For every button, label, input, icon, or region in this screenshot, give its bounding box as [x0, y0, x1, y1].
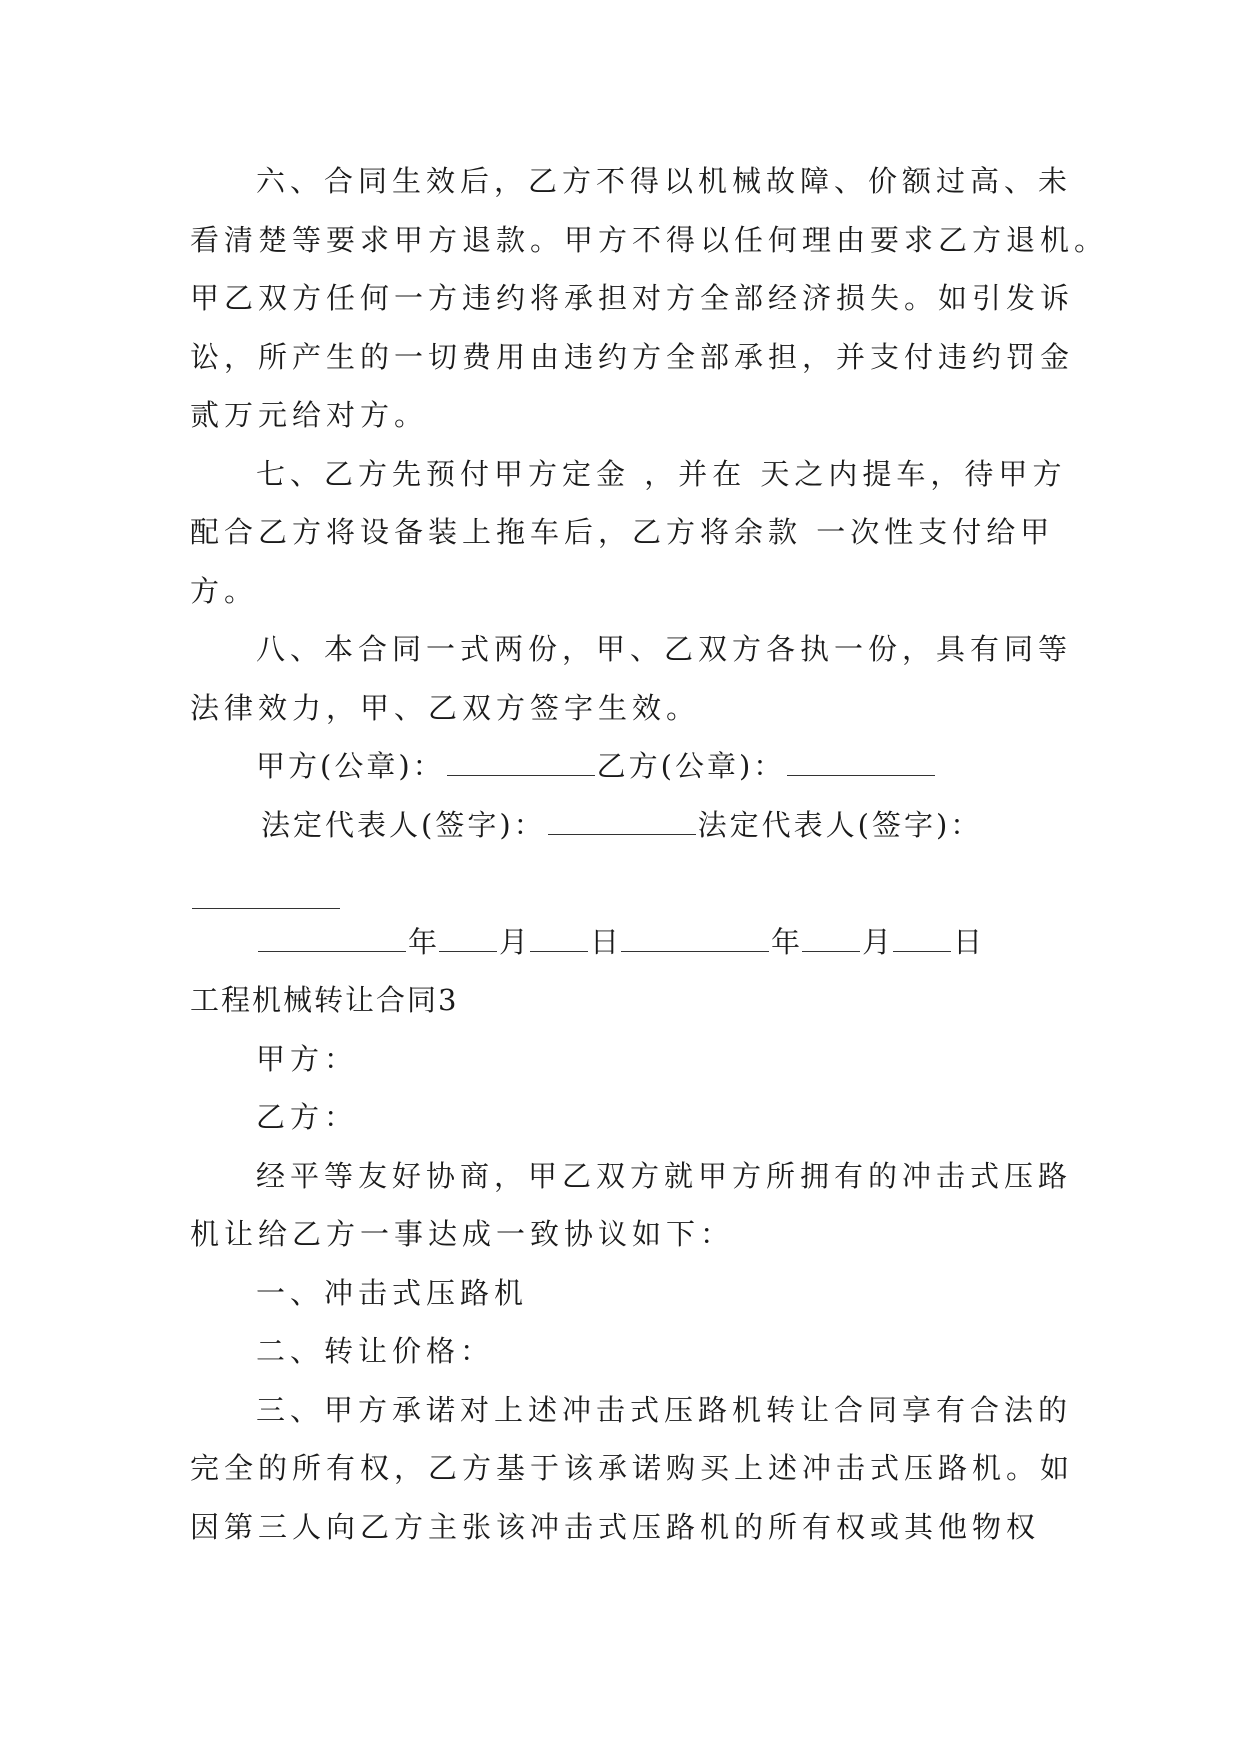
clause-6-line-5: 贰万元给对方。	[190, 398, 429, 432]
party-b-seal-label: 乙方(公章)：	[596, 749, 786, 783]
item-3-line-2: 完全的所有权，乙方基于该承诺购买上述冲击式压路机。如	[190, 1451, 1075, 1485]
seal-line	[190, 737, 1050, 796]
rep-b-blank-line	[190, 854, 1050, 913]
rep-b-label: 法定代表人(签字)：	[697, 807, 983, 842]
item-1-line: 一、冲击式压路机	[256, 1275, 529, 1310]
date-a-day-blank	[530, 925, 588, 952]
clause-6-line-1: 六、合同生效后，乙方不得以机械故障、价额过高、未	[256, 164, 1073, 198]
date-b-day-label: 日	[953, 924, 983, 959]
date-b-month-blank	[802, 925, 860, 952]
clause-6-line-2: 看清楚等要求甲方退款。甲方不得以任何理由要求乙方退机。	[190, 222, 1109, 257]
date-a-year-label: 年	[408, 924, 438, 959]
clause-6-line-4: 讼，所产生的一切费用由违约方全部承担，并支付违约罚金	[190, 339, 1075, 374]
section-title: 工程机械转让合同3	[190, 983, 459, 1017]
date-a-month-label: 月	[499, 924, 529, 959]
party-a-line: 甲方：	[256, 1041, 359, 1076]
preamble-line-1: 经平等友好协商，甲乙双方就甲方所拥有的冲击式压路	[256, 1158, 1073, 1193]
date-b-year-blank	[621, 925, 769, 952]
date-line	[190, 913, 1050, 972]
date-a-day-label: 日	[590, 924, 620, 959]
clause-7-line-2: 配合乙方将设备装上拖车后，乙方将余款 一次性支付给甲	[190, 515, 1055, 549]
date-a-month-blank	[439, 925, 497, 952]
date-b-year-label: 年	[771, 924, 801, 959]
item-2-line: 二、转让价格：	[256, 1334, 495, 1368]
rep-a-label: 法定代表人(签字)：	[261, 807, 546, 842]
rep-a-blank	[548, 808, 696, 835]
clause-8-line-2: 法律效力，甲、乙双方签字生效。	[190, 690, 701, 725]
clause-7-line-3: 方。	[190, 573, 259, 608]
preamble-line-2: 机让给乙方一事达成一致协议如下：	[190, 1217, 735, 1251]
clause-7-line-1: 七、乙方先预付甲方定金 ，并在 天之内提车，待甲方	[256, 456, 1067, 491]
party-b-seal-blank	[787, 749, 935, 776]
item-3-line-3: 因第三人向乙方主张该冲击式压路机的所有权或其他物权	[190, 1509, 1041, 1544]
party-a-seal-label: 甲方(公章)：	[256, 749, 445, 783]
date-a-year-blank	[258, 925, 406, 952]
date-b-month-label: 月	[862, 924, 892, 959]
date-b-day-blank	[893, 925, 951, 952]
clause-8-line-1: 八、本合同一式两份，甲、乙双方各执一份，具有同等	[256, 632, 1073, 666]
representative-line	[190, 796, 1050, 855]
document-page	[190, 152, 1109, 1556]
party-a-seal-blank	[447, 749, 595, 776]
party-b-line: 乙方：	[256, 1100, 359, 1134]
rep-b-blank	[192, 882, 340, 909]
item-3-line-1: 三、甲方承诺对上述冲击式压路机转让合同享有合法的	[256, 1392, 1073, 1427]
clause-6-line-3: 甲乙双方任何一方违约将承担对方全部经济损失。如引发诉	[190, 281, 1075, 315]
